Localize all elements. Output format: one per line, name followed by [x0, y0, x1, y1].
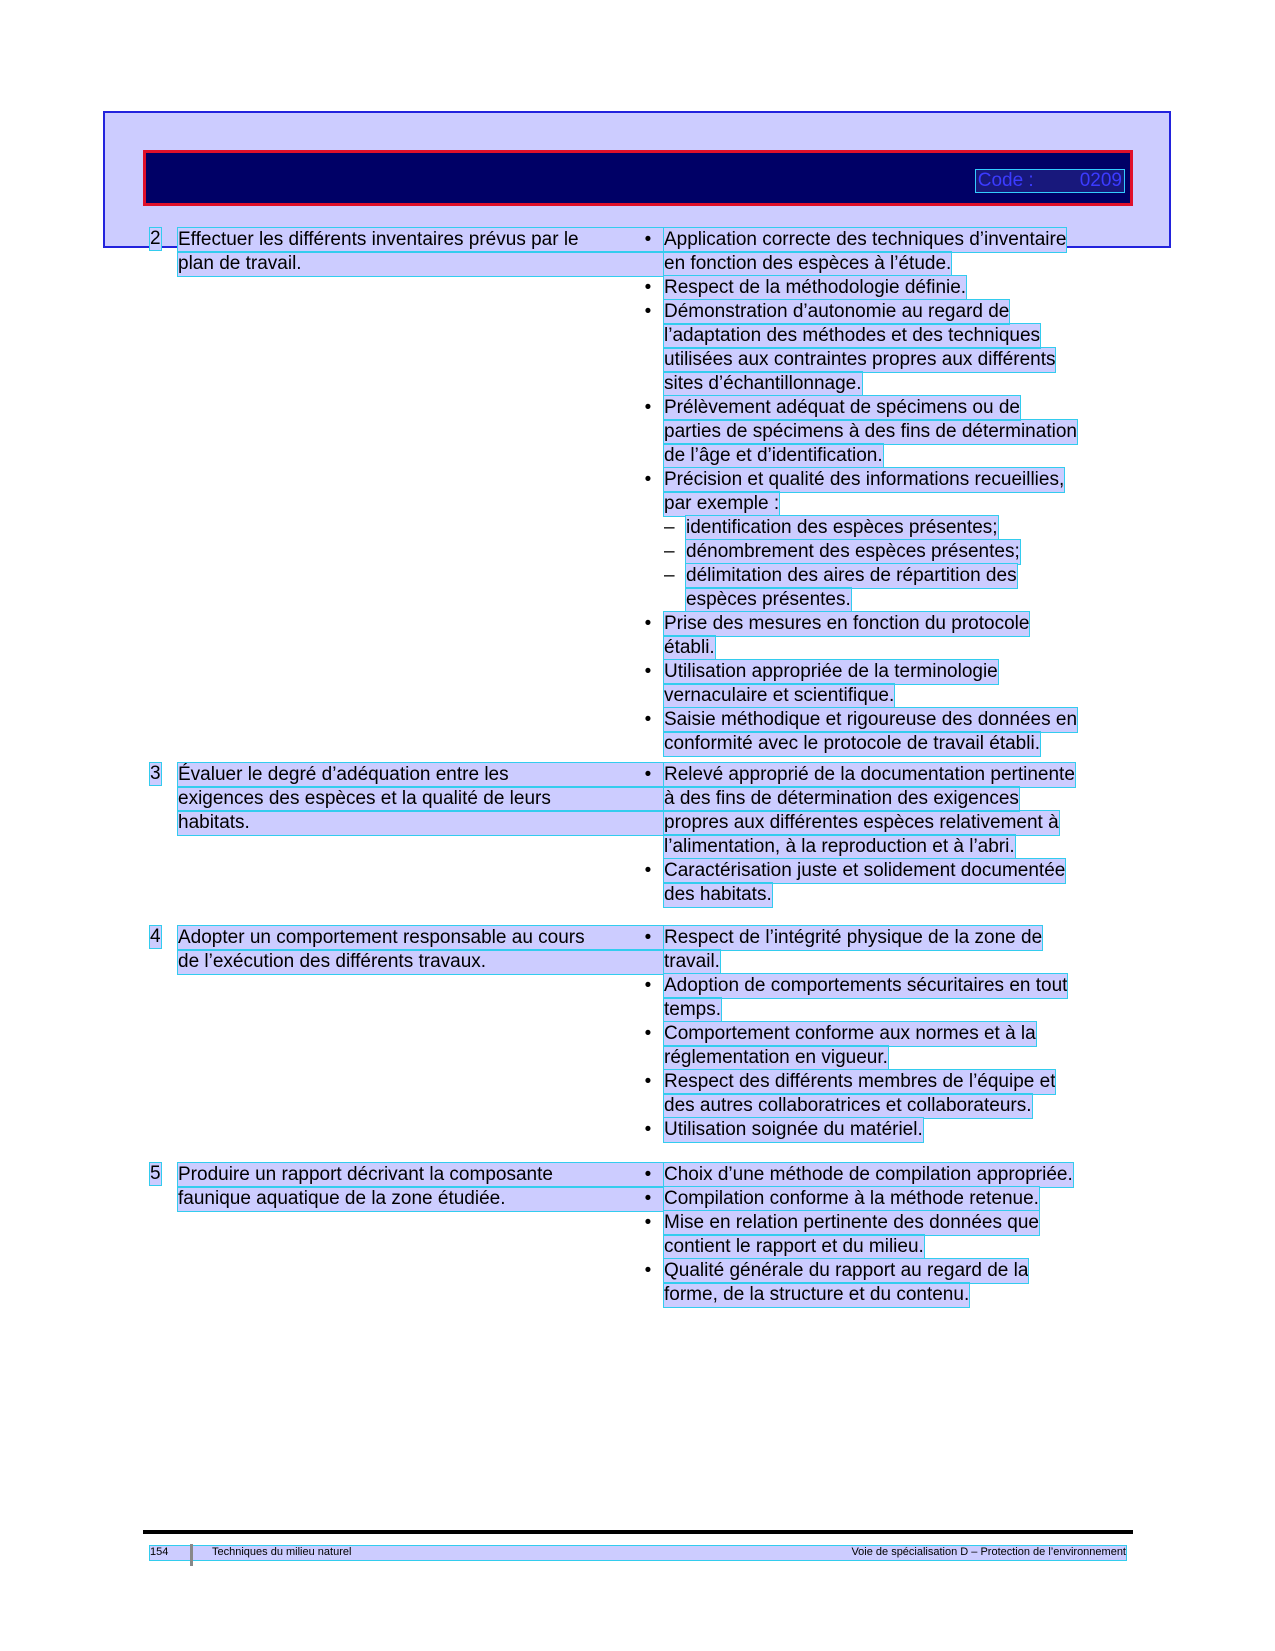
criterion-item [640, 660, 1110, 708]
criterion-line: réglementation en vigueur. [664, 1047, 888, 1068]
criterion-line: en fonction des espèces à l’étude. [664, 253, 952, 274]
element-number: 2 [150, 228, 161, 249]
element-statement [178, 228, 638, 276]
criterion-line: utilisées aux contraintes propres aux différents [664, 349, 1056, 370]
criterion-line: Qualité générale du rapport au regard de la [664, 1260, 1029, 1281]
criterion-line: Démonstration d’autonomie au regard de [664, 301, 1010, 322]
bullet-icon: • [644, 927, 652, 948]
criteria-list [640, 763, 1110, 907]
criterion-line: de l’âge et d’identification. [664, 445, 883, 466]
bullet-icon: • [644, 277, 652, 298]
bullet-icon: • [644, 1023, 652, 1044]
statement-line: Adopter un comportement responsable au cours [178, 926, 664, 950]
criterion-line: Saisie méthodique et rigoureuse des données en [664, 709, 1078, 730]
criterion-line: l’alimentation, à la reproduction et à l’abri. [664, 836, 1015, 857]
criterion-line: Prélèvement adéquat de spécimens ou de [664, 397, 1020, 418]
criterion-line: contient le rapport et du milieu. [664, 1236, 924, 1257]
criterion-line: par exemple : [664, 493, 780, 514]
criterion-item [640, 228, 1110, 276]
criterion-line: Respect des différents membres de l’équipe et [664, 1071, 1056, 1092]
footer-divider [190, 1544, 193, 1566]
criterion-line: parties de spécimens à des fins de détermination [664, 421, 1077, 442]
criterion-line: Prise des mesures en fonction du protocole [664, 613, 1030, 634]
criterion-item [640, 1163, 1110, 1187]
criterion-item [640, 1118, 1110, 1142]
sub-item [640, 564, 1110, 612]
sub-item [640, 540, 1110, 564]
statement-line: Effectuer les différents inventaires prévus par le [178, 228, 664, 252]
statement-line: de l’exécution des différents travaux. [178, 950, 664, 974]
criterion-line: Mise en relation pertinente des données que [664, 1212, 1039, 1233]
criterion-item [640, 974, 1110, 1022]
bullet-icon: • [644, 1071, 652, 1092]
criterion-line: à des fins de détermination des exigences [664, 788, 1019, 809]
sub-item-line: dénombrement des espèces présentes; [686, 541, 1020, 562]
criterion-line: Comportement conforme aux normes et à la [664, 1023, 1036, 1044]
bullet-icon: • [644, 229, 652, 250]
criterion-item [640, 300, 1110, 396]
bullet-icon: • [644, 1119, 652, 1140]
criterion-line: Choix d’une méthode de compilation appropriée. [664, 1164, 1073, 1185]
criterion-line: sites d’échantillonnage. [664, 373, 862, 394]
criterion-line: Application correcte des techniques d’inventaire [664, 229, 1067, 250]
sub-item-line: délimitation des aires de répartition des [686, 565, 1017, 586]
criteria-list [640, 926, 1110, 1142]
element-number: 4 [150, 926, 161, 947]
bullet-icon: • [644, 661, 652, 682]
page-footer [150, 1546, 1126, 1560]
page-number: 154 [150, 1546, 169, 1558]
criterion-item [640, 763, 1110, 859]
criterion-line: Caractérisation juste et solidement documentée [664, 860, 1066, 881]
criterion-line: l’adaptation des méthodes et des techniques [664, 325, 1041, 346]
criterion-line: Respect de la méthodologie définie. [664, 277, 967, 298]
bullet-icon: • [644, 397, 652, 418]
bullet-icon: • [644, 301, 652, 322]
criterion-item [640, 926, 1110, 974]
element-statement [178, 1163, 638, 1211]
criterion-item [640, 276, 1110, 300]
criterion-item [640, 708, 1110, 756]
footer-rule [143, 1530, 1133, 1534]
criterion-item [640, 859, 1110, 907]
sub-item-line: identification des espèces présentes; [686, 517, 998, 538]
bullet-icon: • [644, 613, 652, 634]
code-label-text: Code : [977, 170, 1034, 191]
sub-item [640, 516, 1110, 540]
element-statement [178, 926, 638, 974]
bullet-icon: • [644, 1188, 652, 1209]
criterion-line: travail. [664, 951, 720, 972]
code-value: 0209 [1079, 170, 1122, 191]
bullet-icon: • [644, 860, 652, 881]
bullet-icon: • [644, 1260, 652, 1281]
criterion-item [640, 1187, 1110, 1211]
criterion-line: temps. [664, 999, 722, 1020]
criterion-line: Précision et qualité des informations recueillies, [664, 469, 1065, 490]
criterion-item [640, 1022, 1110, 1070]
header-banner [143, 150, 1133, 206]
criterion-line: Utilisation soignée du matériel. [664, 1119, 923, 1140]
criterion-line: Respect de l’intégrité physique de la zone de [664, 927, 1043, 948]
statement-line: habitats. [178, 811, 664, 835]
criterion-item [640, 1070, 1110, 1118]
bullet-icon: • [644, 975, 652, 996]
element-number: 3 [150, 763, 161, 784]
criterion-line: Relevé approprié de la documentation pertinente [664, 764, 1075, 785]
criterion-line: des habitats. [664, 884, 772, 905]
criteria-list [640, 1163, 1110, 1307]
dash-marker: – [664, 517, 675, 538]
criterion-line: Compilation conforme à la méthode retenue. [664, 1188, 1039, 1209]
criterion-item [640, 468, 1110, 516]
element-statement [178, 763, 638, 835]
dash-marker: – [664, 565, 675, 586]
track-title: Voie de spécialisation D – Protection de l’environnement [851, 1546, 1126, 1558]
statement-line: plan de travail. [178, 252, 664, 276]
criterion-item [640, 396, 1110, 468]
criterion-line: vernaculaire et scientifique. [664, 685, 895, 706]
criterion-line: forme, de la structure et du contenu. [664, 1284, 970, 1305]
dash-marker: – [664, 541, 675, 562]
bullet-icon: • [644, 1164, 652, 1185]
sub-item-line: espèces présentes. [686, 589, 851, 610]
criterion-line: Adoption de comportements sécuritaires en tout [664, 975, 1068, 996]
criterion-line: Utilisation appropriée de la terminologie [664, 661, 998, 682]
criterion-line: des autres collaboratrices et collaborateurs. [664, 1095, 1032, 1116]
statement-line: exigences des espèces et la qualité de leurs [178, 787, 664, 811]
bullet-icon: • [644, 764, 652, 785]
criterion-item [640, 1259, 1110, 1307]
criteria-list [640, 228, 1110, 756]
criterion-line: établi. [664, 637, 715, 658]
element-number: 5 [150, 1163, 161, 1184]
book-title: Techniques du milieu naturel [212, 1546, 352, 1558]
statement-line: Produire un rapport décrivant la composante [178, 1163, 664, 1187]
statement-line: faunique aquatique de la zone étudiée. [178, 1187, 664, 1211]
criterion-line: conformité avec le protocole de travail établi. [664, 733, 1040, 754]
criterion-line: propres aux différentes espèces relativement à [664, 812, 1059, 833]
bullet-icon: • [644, 469, 652, 490]
bullet-icon: • [644, 1212, 652, 1233]
criterion-item [640, 612, 1110, 660]
bullet-icon: • [644, 709, 652, 730]
code-label [976, 170, 1124, 192]
statement-line: Évaluer le degré d’adéquation entre les [178, 763, 664, 787]
criterion-item [640, 1211, 1110, 1259]
